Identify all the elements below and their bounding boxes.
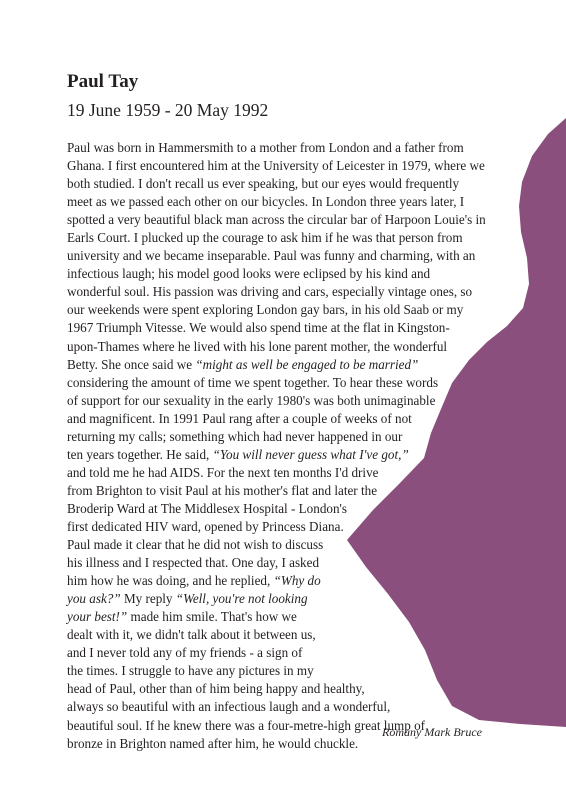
text-segment: university and we became inseparable. Paul was funny and charming, with an <box>67 248 476 264</box>
text-segment: and told me he had AIDS. For the next ten months I'd drive <box>67 464 379 480</box>
text-line <box>67 283 486 301</box>
quote-segment: “Why do <box>273 573 321 589</box>
text-line <box>67 338 486 356</box>
text-segment: and I never told any of my friends - a sign of <box>67 645 303 661</box>
text-segment: ten years together. He said, <box>67 446 213 462</box>
text-segment: Earls Court. I plucked up the courage to ask him if he was that person from <box>67 230 463 246</box>
quote-segment: your best!” <box>67 609 128 625</box>
text-line <box>67 139 486 157</box>
quote-segment: “Well, you're not looking <box>175 591 308 607</box>
text-segment: upon-Thames where he lived with his lone parent mother, the wonderful <box>67 338 448 354</box>
text-line <box>67 698 486 716</box>
memorial-text <box>67 139 486 753</box>
text-line <box>67 319 486 337</box>
text-segment: from Brighton to visit Paul at his mother's flat and later the <box>67 482 378 498</box>
text-line <box>67 590 486 608</box>
text-segment: considering the amount of time we spent together. To hear these words <box>67 374 439 390</box>
text-segment: beautiful soul. If he knew there was a four-metre-high great lump of <box>67 717 426 733</box>
life-dates: 19 June 1959 - 20 May 1992 <box>67 100 269 120</box>
text-line <box>67 572 486 590</box>
text-line <box>67 626 486 644</box>
text-segment: always so beautiful with an infectious laugh and a wonderful, <box>67 699 391 715</box>
text-segment: 1967 Triumph Vitesse. We would also spend time at the flat in Kingston- <box>67 320 450 336</box>
text-segment: made him smile. That's how we <box>127 609 297 625</box>
text-line <box>67 500 486 518</box>
quote-segment: “You will never guess what I've got,” <box>212 446 409 462</box>
text-segment: of support for our sexuality in the early 1980's was both unimaginable <box>67 392 436 408</box>
text-segment: Betty. She once said we <box>67 356 196 372</box>
text-line <box>67 410 486 428</box>
text-line <box>67 680 486 698</box>
text-line <box>67 428 486 446</box>
text-segment: first dedicated HIV ward, opened by Princess Diana. <box>67 518 344 534</box>
text-line <box>67 536 486 554</box>
quote-segment: “might as well be engaged to be married” <box>195 356 419 372</box>
text-segment: My reply <box>120 591 176 607</box>
text-line <box>67 374 486 392</box>
text-segment: bronze in Brighton named after him, he would chuckle. <box>67 735 359 751</box>
text-line <box>67 446 486 464</box>
text-line <box>67 464 486 482</box>
author-signature: Romany Mark Bruce <box>382 725 482 739</box>
quote-segment: you ask?” <box>67 591 121 607</box>
text-line <box>67 554 486 572</box>
text-line <box>67 392 486 410</box>
text-segment: dealt with it, we didn't talk about it between us, <box>67 627 316 643</box>
text-line <box>67 608 486 626</box>
text-segment: Broderip Ward at The Middlesex Hospital - London's <box>67 500 348 516</box>
text-segment: wonderful soul. His passion was driving and cars, especially vintage ones, so <box>67 284 473 300</box>
text-segment: returning my calls; something which had never happened in our <box>67 428 403 444</box>
text-segment: our weekends were spent exploring London gay bars, in his old Saab or my <box>67 302 464 318</box>
text-line <box>67 211 486 229</box>
text-line <box>67 265 486 283</box>
text-line <box>67 301 486 319</box>
text-segment: Ghana. I first encountered him at the University of Leicester in 1979, where we <box>67 158 485 174</box>
text-line <box>67 175 486 193</box>
text-segment: infectious laugh; his model good looks were eclipsed by his kind and <box>67 266 431 282</box>
text-segment: and magnificent. In 1991 Paul rang after a couple of weeks of not <box>67 410 412 426</box>
text-line <box>67 482 486 500</box>
text-line <box>67 193 486 211</box>
text-line <box>67 662 486 680</box>
text-line <box>67 247 486 265</box>
text-segment: him how he was doing, and he replied, <box>67 573 274 589</box>
text-line <box>67 229 486 247</box>
text-segment: his illness and I respected that. One day, I asked <box>67 555 320 571</box>
text-segment: Paul was born in Hammersmith to a mother from London and a father from <box>67 140 464 155</box>
text-segment: both studied. I don't recall us ever speaking, but our eyes would frequently <box>67 176 460 192</box>
text-line <box>67 157 486 175</box>
text-segment: spotted a very beautiful black man across the circular bar of Harpoon Louie's in <box>67 212 486 228</box>
text-segment: Paul made it clear that he did not wish to discuss <box>67 537 324 553</box>
text-line <box>67 518 486 536</box>
text-segment: the times. I struggle to have any pictures in my <box>67 663 314 679</box>
page-title: Paul Tay <box>67 71 139 92</box>
text-line <box>67 644 486 662</box>
text-segment: meet as we passed each other on our bicycles. In London three years later, I <box>67 194 465 210</box>
text-line <box>67 356 486 374</box>
text-segment: head of Paul, other than of him being happy and healthy, <box>67 681 365 697</box>
